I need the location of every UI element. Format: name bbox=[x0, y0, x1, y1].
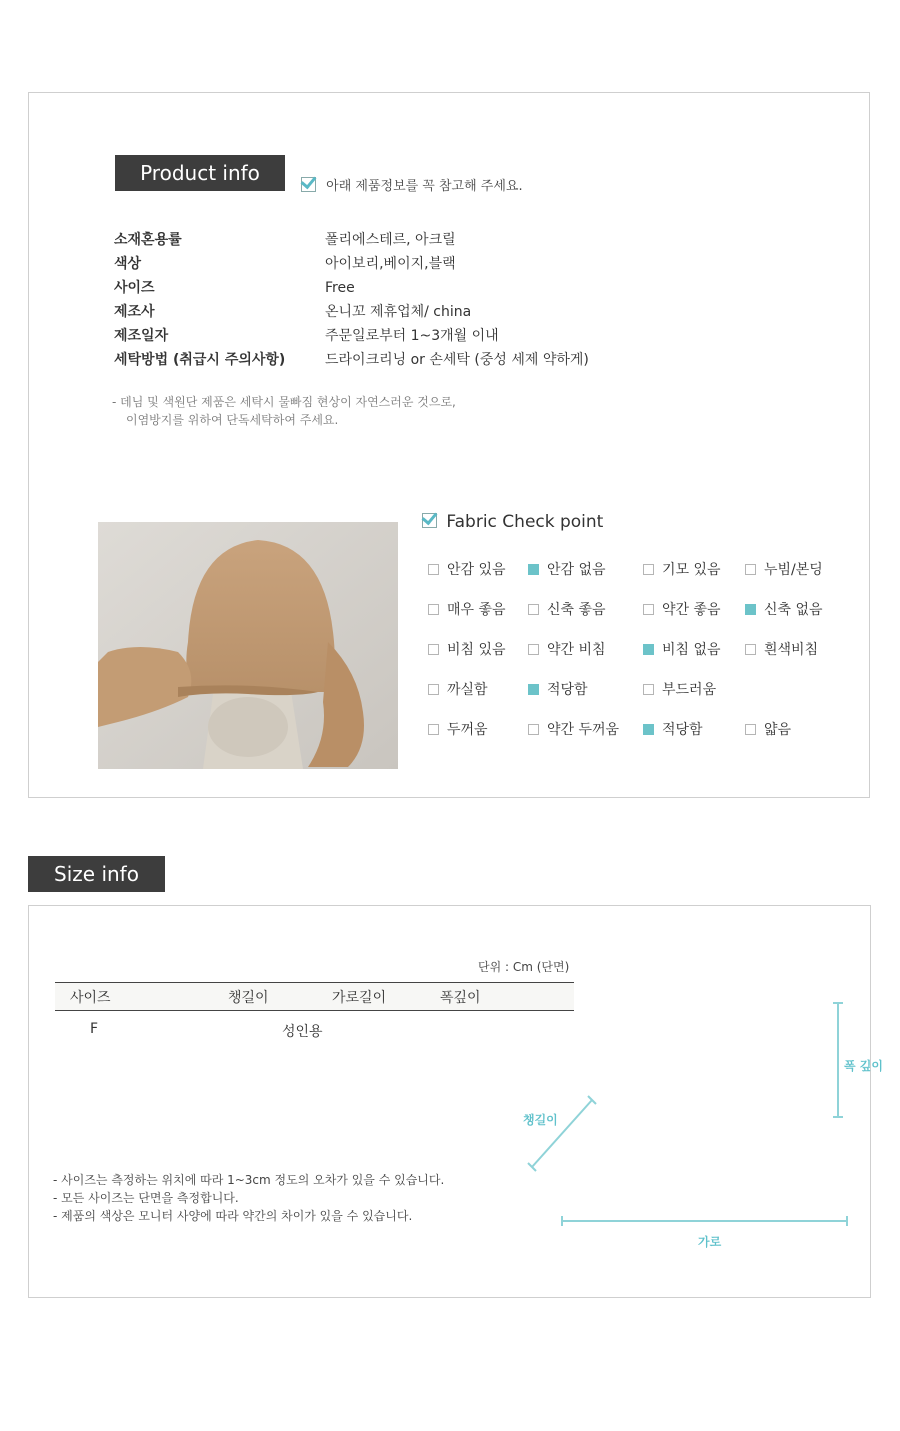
checkbox-checked-icon bbox=[643, 724, 654, 735]
checkbox-empty-icon bbox=[745, 724, 756, 735]
checkbox-empty-icon bbox=[745, 644, 756, 655]
product-info-title: Product info bbox=[115, 155, 285, 191]
checkbox-empty-icon bbox=[528, 644, 539, 655]
size-info-title: Size info bbox=[28, 856, 165, 892]
check-icon bbox=[301, 177, 316, 192]
fabric-option-label: 적당함 bbox=[547, 682, 588, 698]
table-header-size: 사이즈 bbox=[70, 990, 111, 1006]
spec-value: 드라이크리닝 or 손세탁 (중성 세제 약하게) bbox=[325, 352, 589, 368]
table-header-bg bbox=[55, 983, 574, 1010]
table-cell-value: 성인용 bbox=[282, 1024, 323, 1040]
table-header-width: 가로길이 bbox=[332, 990, 387, 1006]
spec-label: 제조사 bbox=[114, 304, 155, 320]
fabric-option-label: 부드러움 bbox=[662, 682, 717, 698]
size-note: - 제품의 색상은 모니터 사양에 따라 약간의 차이가 있을 수 있습니다. bbox=[53, 1209, 413, 1223]
depth-label: 폭 깊이 bbox=[844, 1059, 883, 1073]
fabric-option-label: 신축 없음 bbox=[764, 602, 823, 618]
checkbox-empty-icon bbox=[745, 564, 756, 575]
fabric-option-label: 안감 없음 bbox=[547, 562, 606, 578]
brim-label: 챙길이 bbox=[523, 1113, 558, 1127]
spec-label: 세탁방법 (취급시 주의사항) bbox=[114, 352, 286, 368]
table-cell-size: F bbox=[90, 1021, 99, 1037]
product-photo bbox=[98, 522, 398, 769]
fabric-option-label: 까실함 bbox=[447, 682, 488, 698]
fabric-option-label: 매우 좋음 bbox=[447, 602, 506, 618]
spec-label: 소재혼용률 bbox=[114, 232, 182, 248]
checkbox-checked-icon bbox=[745, 604, 756, 615]
fabric-option-label: 두꺼움 bbox=[447, 722, 488, 738]
checkbox-empty-icon bbox=[528, 724, 539, 735]
checkbox-empty-icon bbox=[428, 724, 439, 735]
checkbox-checked-icon bbox=[643, 644, 654, 655]
checkbox-empty-icon bbox=[428, 564, 439, 575]
fabric-option-label: 적당함 bbox=[662, 722, 703, 738]
spec-value: 아이보리,베이지,블랙 bbox=[325, 256, 456, 272]
checkbox-empty-icon bbox=[428, 604, 439, 615]
size-note: - 모든 사이즈는 단면을 측정합니다. bbox=[53, 1191, 239, 1205]
fabric-option-label: 비침 있음 bbox=[447, 642, 506, 658]
fabric-option-label: 약간 좋음 bbox=[662, 602, 721, 618]
checkbox-empty-icon bbox=[428, 644, 439, 655]
checkbox-empty-icon bbox=[643, 564, 654, 575]
fabric-option-label: 안감 있음 bbox=[447, 562, 506, 578]
spec-label: 색상 bbox=[114, 256, 142, 272]
care-note-line: - 데님 및 색원단 제품은 세탁시 물빠짐 현상이 자연스러운 것으로, bbox=[112, 395, 456, 409]
fabric-option-label: 흰색비침 bbox=[764, 642, 819, 658]
fabric-option-label: 신축 좋음 bbox=[547, 602, 606, 618]
care-note-line: 이염방지를 위하여 단독세탁하여 주세요. bbox=[126, 413, 339, 427]
notice-text: 아래 제품정보를 꼭 참고해 주세요. bbox=[326, 179, 523, 194]
fabric-option-label: 약간 비침 bbox=[547, 642, 606, 658]
fabric-check-title-text: Fabric Check point bbox=[446, 512, 604, 532]
size-notes bbox=[53, 1171, 444, 1225]
measurement-diagram bbox=[520, 995, 890, 1255]
spec-label: 제조일자 bbox=[114, 328, 169, 344]
spec-label: 사이즈 bbox=[114, 280, 155, 296]
spec-value: 온니꼬 제휴업체/ china bbox=[325, 304, 472, 320]
checkbox-empty-icon bbox=[643, 604, 654, 615]
checkbox-empty-icon bbox=[428, 684, 439, 695]
spec-value: 폴리에스테르, 아크릴 bbox=[325, 232, 456, 248]
fabric-check-title bbox=[422, 512, 603, 532]
spec-value: 주문일로부터 1~3개월 이내 bbox=[325, 328, 499, 344]
fabric-option-label: 얇음 bbox=[764, 722, 792, 738]
notice bbox=[301, 175, 523, 194]
fabric-option-label: 누빔/본딩 bbox=[764, 562, 823, 578]
checkbox-checked-icon bbox=[528, 684, 539, 695]
care-note bbox=[112, 393, 456, 429]
check-icon bbox=[422, 513, 437, 528]
checkbox-empty-icon bbox=[643, 684, 654, 695]
fabric-option-label: 약간 두꺼움 bbox=[547, 722, 620, 738]
checkbox-empty-icon bbox=[528, 604, 539, 615]
table-header-depth: 폭깊이 bbox=[440, 990, 481, 1006]
width-label: 가로 bbox=[698, 1235, 722, 1249]
size-unit: 단위 : Cm (단면) bbox=[478, 960, 570, 974]
table-header-brim: 챙길이 bbox=[228, 990, 269, 1006]
table-header-border bbox=[55, 1010, 574, 1011]
checkbox-checked-icon bbox=[528, 564, 539, 575]
fabric-option-label: 비침 없음 bbox=[662, 642, 721, 658]
size-note: - 사이즈는 측정하는 위치에 따라 1~3cm 정도의 오차가 있을 수 있습니다. bbox=[53, 1173, 445, 1187]
fabric-option-label: 기모 있음 bbox=[662, 562, 721, 578]
spec-value: Free bbox=[325, 280, 355, 296]
